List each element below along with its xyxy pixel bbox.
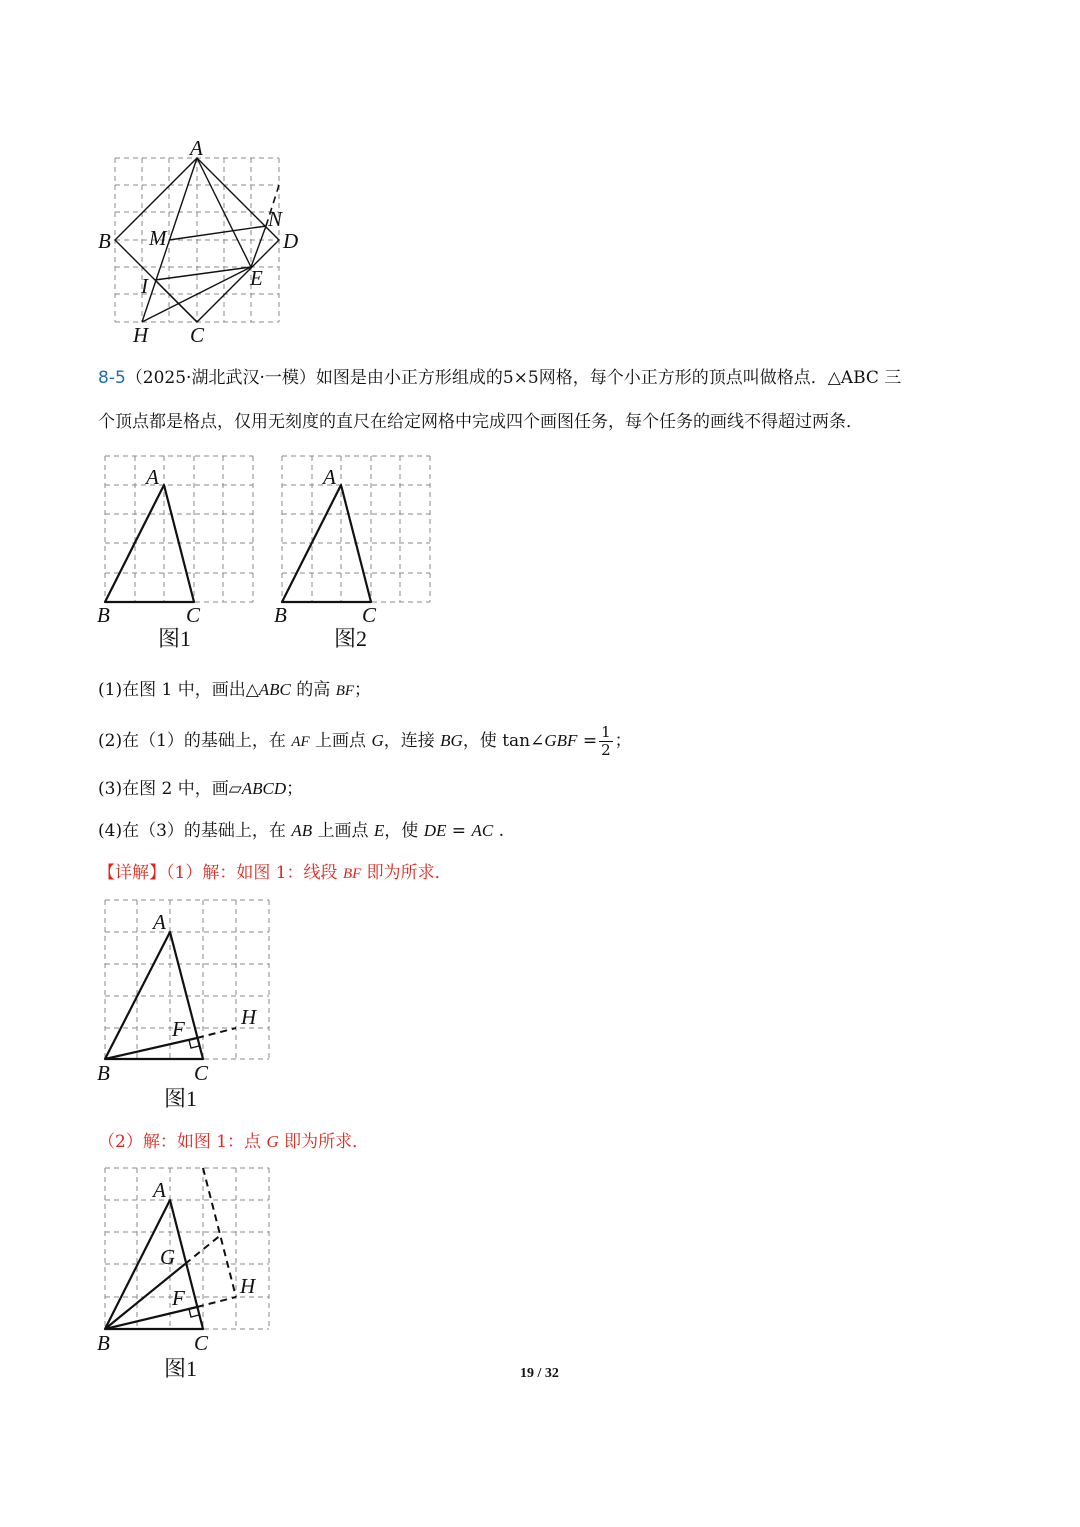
problem-text-1: 如图是由小正方形组成的5×5网格，每个小正方形的顶点叫做格点．△ABC 三 xyxy=(315,368,902,388)
problem-source: （2025·湖北武汉·一模） xyxy=(125,368,316,388)
label-m: M xyxy=(149,226,167,250)
label-c: C xyxy=(194,1061,209,1085)
label-a: A xyxy=(323,465,336,489)
page-number: 19 / 32 xyxy=(520,1366,559,1381)
label-c: C xyxy=(362,603,377,627)
label-b: B xyxy=(97,1061,110,1085)
label-b: B xyxy=(97,603,110,627)
solution-part-2: （2）解：如图 1：点 G 即为所求． xyxy=(98,1132,370,1152)
caption-fig1: 图1 xyxy=(158,626,192,651)
label-a: A xyxy=(190,136,203,160)
label-b: B xyxy=(98,229,111,253)
label-h: H xyxy=(133,323,149,347)
problem-line-2: 个顶点都是格点，仅用无刻度的直尺在给定网格中完成四个画图任务，每个任务的画线不得超过两条． xyxy=(98,412,863,432)
label-e: E xyxy=(250,266,263,290)
label-c: C xyxy=(190,323,205,347)
solution-part-1: 【详解】（1）解：如图 1：线段 BF 即为所求． xyxy=(98,863,452,883)
grid-solution-2 xyxy=(105,1168,269,1329)
question-1: (1)在图 1 中，画出△ABC 的高 BF； xyxy=(98,680,372,700)
question-2: (2)在（1）的基础上，在 AF 上画点 G，连接 BG，使 tan∠GBF = $\frac{1}{2}$ ； xyxy=(98,723,632,759)
label-g: G xyxy=(160,1245,176,1269)
fraction-one-half: $\frac{1}{2}$ xyxy=(601,723,611,759)
label-i: I xyxy=(141,274,148,298)
label-h: H xyxy=(241,1005,257,1029)
question-4: (4)在（3）的基础上，在 AB 上画点 E，使 DE = AC . xyxy=(98,821,504,841)
question-3: (3)在图 2 中，画▱ABCD； xyxy=(98,779,304,799)
label-b: B xyxy=(97,1331,110,1355)
caption-fig2: 图2 xyxy=(334,626,368,651)
problem-number: 8-5 xyxy=(98,368,126,388)
label-c: C xyxy=(186,603,201,627)
label-c: C xyxy=(194,1331,209,1355)
label-h: H xyxy=(240,1274,256,1298)
solution-tag: 【详解】 xyxy=(98,863,166,883)
caption-solution-2: 图1 xyxy=(164,1356,198,1381)
label-b: B xyxy=(274,603,287,627)
label-a: A xyxy=(146,465,159,489)
label-f: F xyxy=(172,1286,185,1310)
caption-solution-1: 图1 xyxy=(164,1086,198,1111)
label-a: A xyxy=(153,910,166,934)
label-a: A xyxy=(153,1178,166,1202)
label-n: N xyxy=(268,207,283,231)
label-d: D xyxy=(283,229,299,253)
label-f: F xyxy=(172,1017,185,1041)
